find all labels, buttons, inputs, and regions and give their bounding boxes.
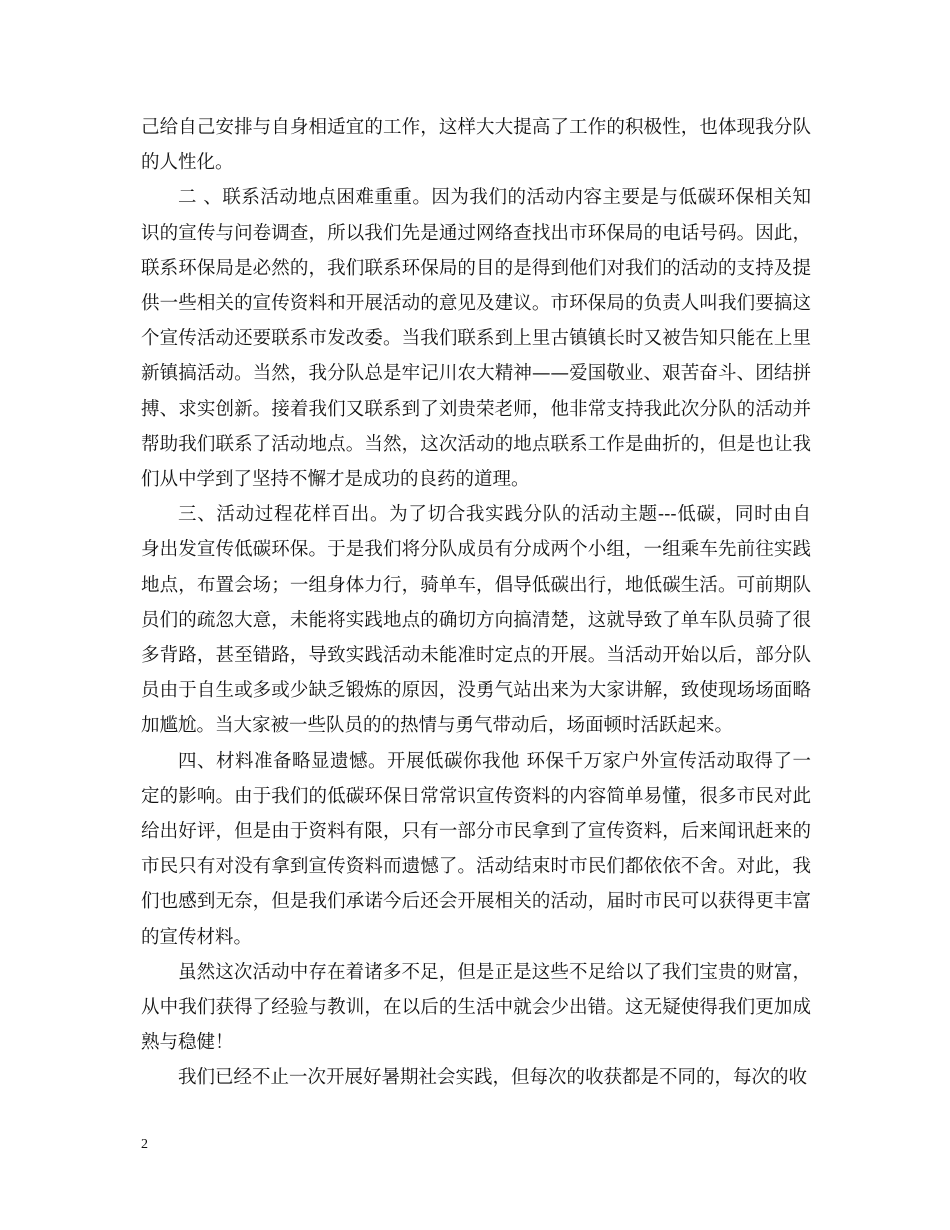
- text-line: 员由于自生或多或少缺乏锻炼的原因，没勇气站出来为大家讲解，致使现场场面略: [141, 680, 811, 702]
- text-line: 给出好评，但是由于资料有限，只有一部分市民拿到了宣传资料，后来闻讯赶来的: [141, 821, 811, 842]
- text-line: 加尴尬。当大家被一些队员的的热情与勇气带动后，场面顿时活跃起来。: [141, 715, 734, 737]
- text-line: 虽然这次活动中存在着诸多不足，但是正是这些不足给以了我们宝贵的财富，: [178, 961, 811, 983]
- text-line: 搏、求实创新。接着我们又联系到了刘贵荣老师，他非常支持我此次分队的活动并: [141, 398, 811, 420]
- text-line: 的人性化。: [141, 152, 234, 174]
- text-line: 三、活动过程花样百出。为了切合我实践分队的活动主题---低碳，同时由自: [178, 504, 811, 526]
- text-line: 熟与稳健！: [141, 1032, 234, 1054]
- text-line: 供一些相关的宣传资料和开展活动的意见及建议。市环保局的负责人叫我们要搞这: [141, 293, 811, 314]
- text-line: 定的影响。由于我们的低碳环保日常常识宣传资料的内容简单易懂，很多市民对此: [141, 785, 811, 807]
- text-line: 我们已经不止一次开展好暑期社会实践，但每次的收获都是不同的，每次的收: [178, 1067, 808, 1089]
- text-line: 地点，布置会场；一组身体力行，骑单车，倡导低碳出行，地低碳生活。可前期队: [141, 574, 811, 596]
- text-line: 四、材料准备略显遗憾。开展低碳你我他 环保千万家户外宣传活动取得了一: [178, 750, 811, 772]
- text-line: 新镇搞活动。当然，我分队总是牢记川农大精神——爱国敬业、艰苦奋斗、团结拼: [141, 363, 811, 385]
- text-line: 们从中学到了坚持不懈才是成功的良药的道理。: [141, 469, 530, 490]
- text-line: 员们的疏忽大意，未能将实践地点的确切方向搞清楚，这就导致了单车队员骑了很: [141, 609, 811, 631]
- text-line: 身出发宣传低碳环保。于是我们将分队成员有分成两个小组，一组乘车先前往实践: [141, 539, 811, 561]
- text-line: 联系环保局是必然的，我们联系环保局的目的是得到他们对我们的活动的支持及提: [141, 257, 811, 279]
- text-line: 从中我们获得了经验与教训，在以后的生活中就会少出错。这无疑使得我们更加成: [141, 997, 811, 1018]
- text-line: 己给自己安排与自身相适宜的工作，这样大大提高了工作的积极性，也体现我分队: [141, 117, 811, 138]
- text-line: 多背路，甚至错路，导致实践活动未能准时定点的开展。当活动开始以后，部分队: [141, 645, 811, 666]
- text-line: 帮助我们联系了活动地点。当然，这次活动的地点联系工作是曲折的，但是也让我: [141, 433, 811, 455]
- page-number: 2: [141, 1137, 148, 1152]
- text-line: 识的宣传与问卷调查，所以我们先是通过网络查找出市环保局的电话号码。因此，: [141, 222, 811, 244]
- text-line: 们也感到无奈，但是我们承诺今后还会开展相关的活动，届时市民可以获得更丰富: [141, 891, 811, 913]
- text-line: 市民只有对没有拿到宣传资料而遗憾了。活动结束时市民们都依依不舍。对此，我: [141, 856, 811, 878]
- text-line: 二 、联系活动地点困难重重。因为我们的活动内容主要是与低碳环保相关知: [178, 187, 811, 209]
- text-line: 个宣传活动还要联系市发改委。当我们联系到上里古镇镇长时又被告知只能在上里: [141, 328, 811, 350]
- text-line: 的宣传材料。: [141, 926, 253, 948]
